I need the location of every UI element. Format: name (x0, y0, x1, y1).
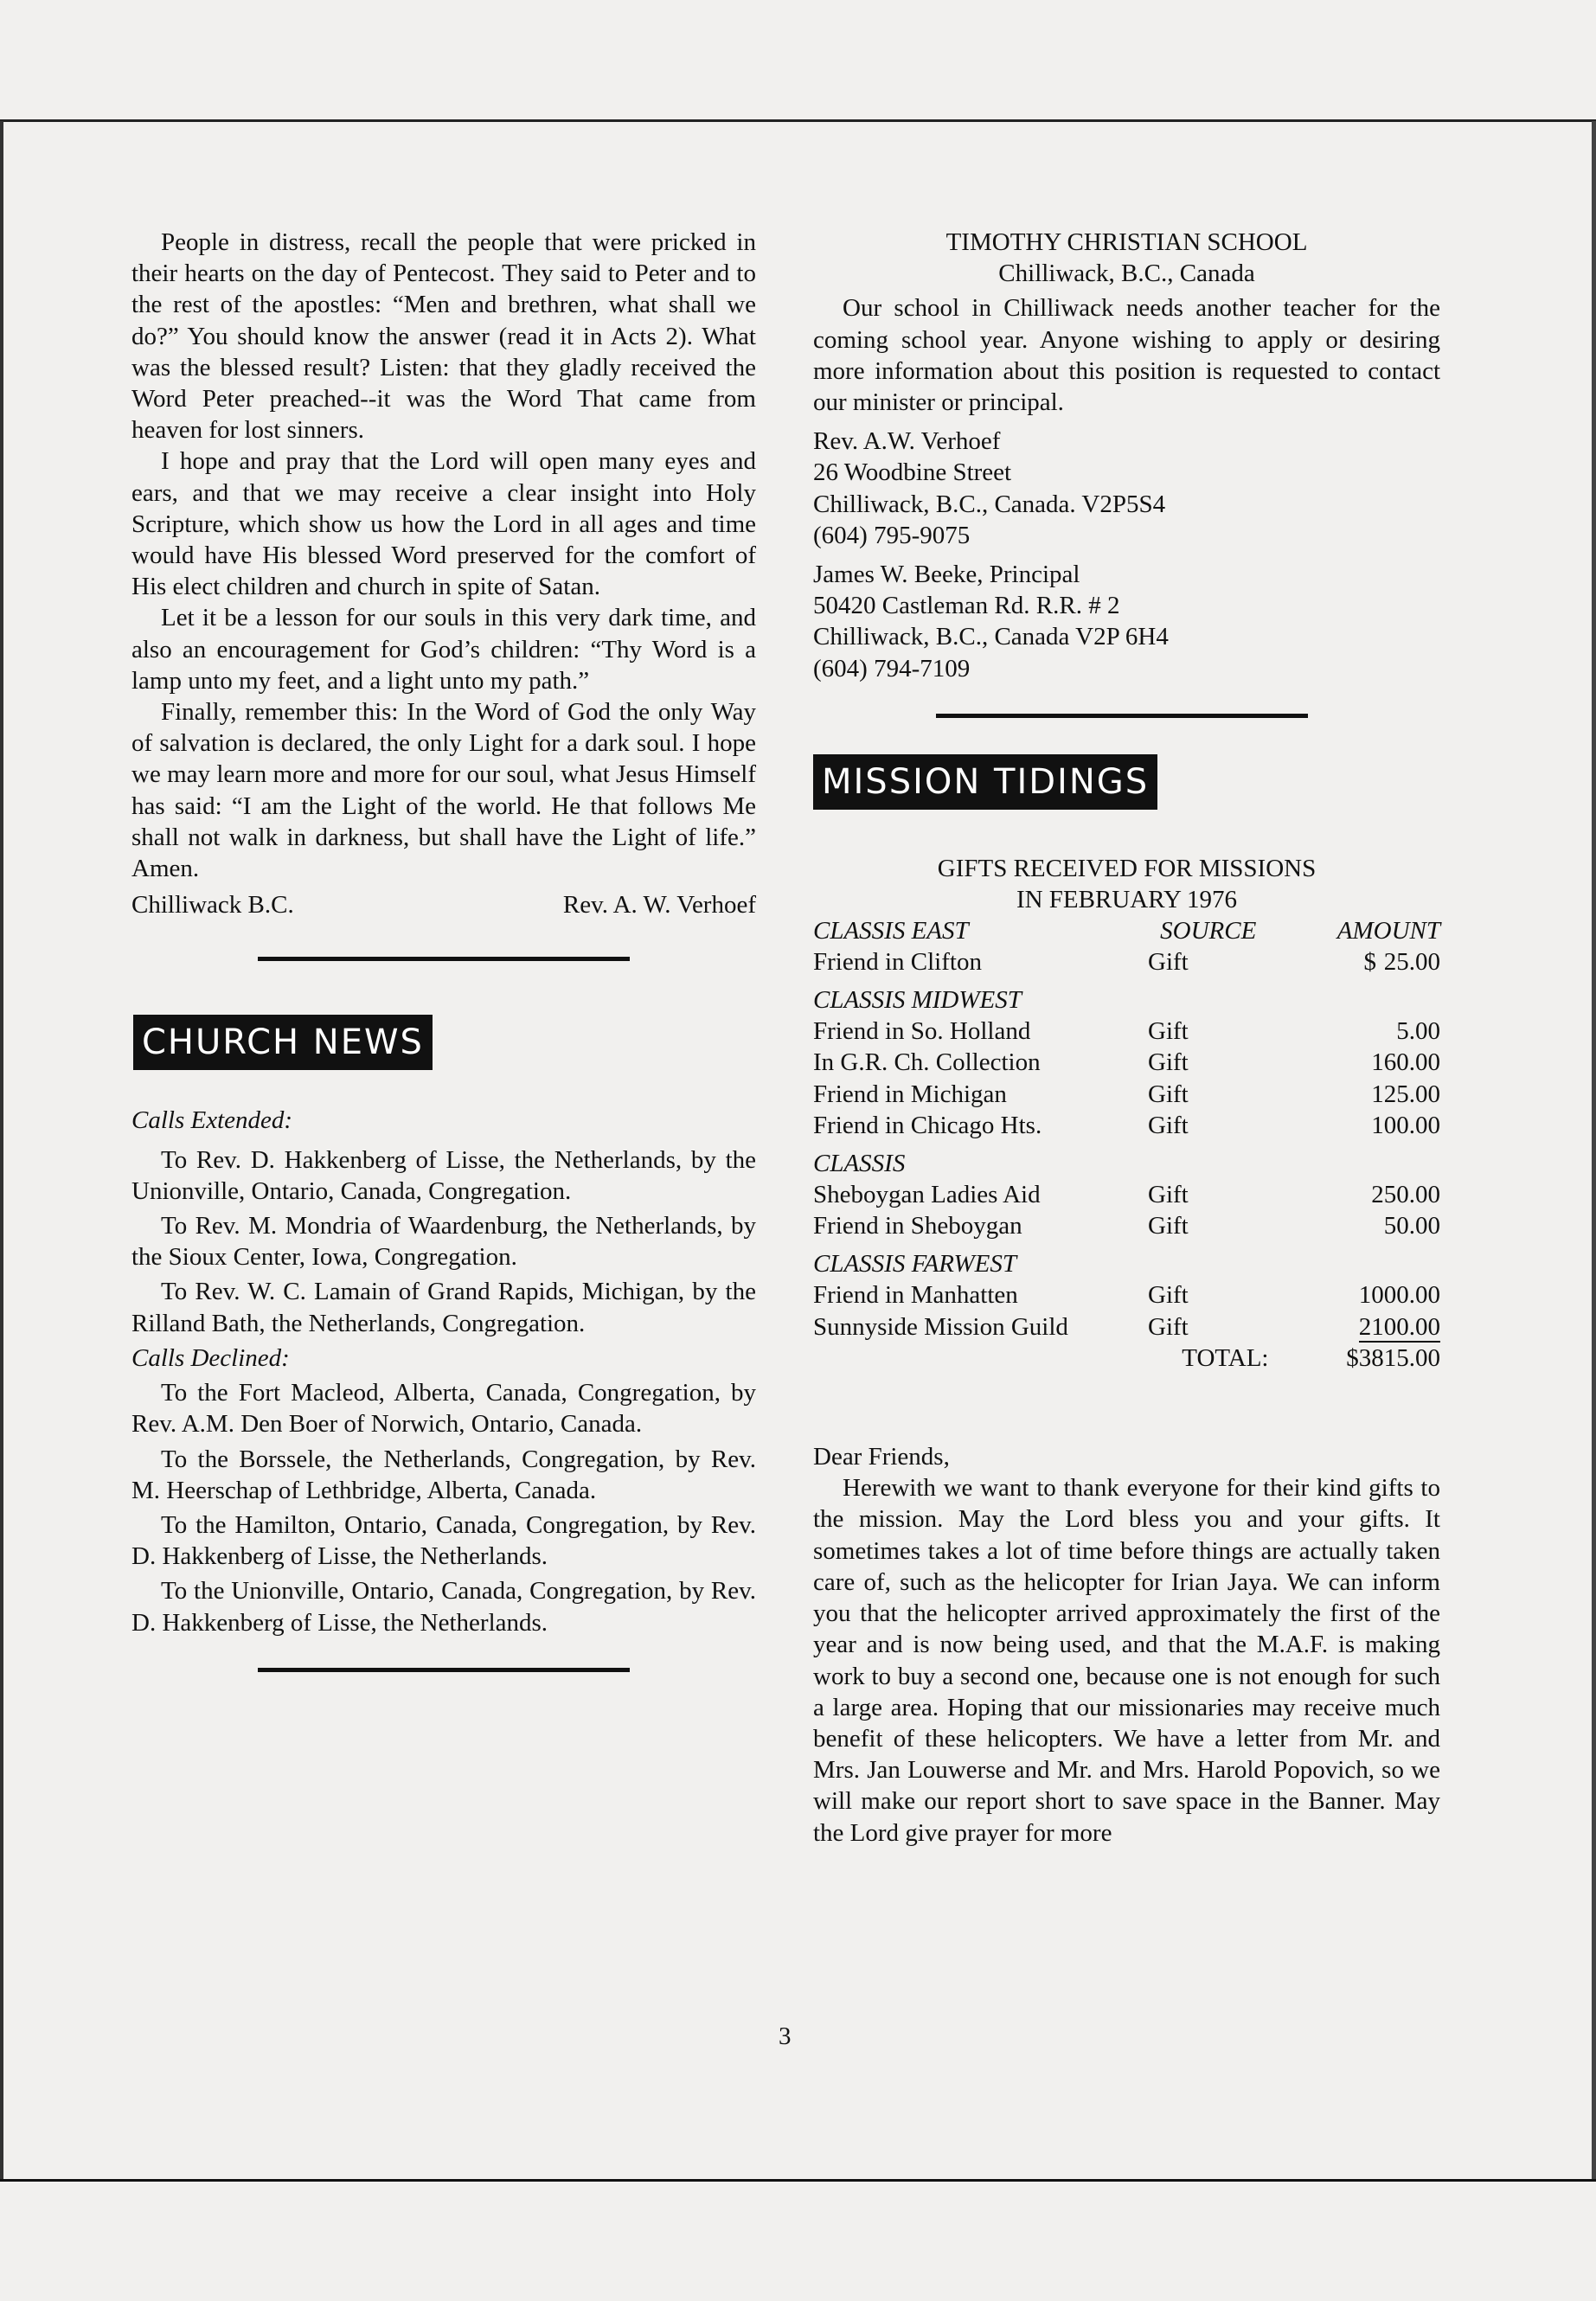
letter-greeting: Dear Friends, (813, 1443, 950, 1471)
table-row: Friend in Sheboygan Gift 50.00 (813, 1212, 1440, 1240)
call-extended-item: To Rev. D. Hakkenberg of Lisse, the Netherlands, by the Unionville, Ontario, Canada, Congregation. (131, 1145, 756, 1205)
sermon-paragraph-3: Let it be a lesson for our souls in this very dark time, and also an encouragement for God’s children: “Thy Word is a lamp unto my feet, and a light unto my path.” (131, 604, 756, 695)
contact-line: (604) 794-7109 (813, 654, 971, 683)
school-body: Our school in Chilliwack needs another teacher for the coming school year. Anyone wishing to apply or desiring more information about this position is requested to contact our minister or principal. (813, 294, 1440, 417)
table-row: In G.R. Ch. Collection Gift 160.00 (813, 1048, 1440, 1077)
sermon-paragraph-1: People in distress, recall the people that were pricked in their hearts on the day of Pentecost. They said to Peter and to the rest of the apostles: “Men and brethren, what shall we do?” You should know the answer (read it in Acts 2). What was the blessed result? Listen: that they gladly received the Word Peter preached--it was the Word That came from heaven for lost sinners. (131, 228, 756, 445)
classis-heading-row: CLASSIS (813, 1149, 906, 1177)
signature-place: Chilliwack B.C. (131, 891, 294, 920)
call-extended-item: To Rev. W. C. Lamain of Grand Rapids, Michigan, by the Rilland Bath, the Netherlands, Congregation. (131, 1278, 756, 1337)
page-border-left (0, 121, 3, 2180)
table-row: Sunnyside Mission Guild Gift 2100.00 (813, 1312, 1440, 1341)
col-amount: AMOUNT (1336, 916, 1440, 945)
gifts-table-header (813, 915, 1440, 946)
church-news-banner: CHURCH NEWS (133, 1015, 433, 1070)
letter-body: Herewith we want to thank everyone for their kind gifts to the mission. May the Lord bless you and your gifts. It sometimes takes a lot of time before things are actually taken care of, such as the helicopter for Irian Jaya. We can inform you that the helicopter arrived approximately the first of the year and is now being used, and that the M.A.F. is making work to buy a second one, because one is not enough for such a large area. Hoping that our missionaries may receive much benefit of these helicopters. We have a letter from Mr. and Mrs. Jan Louwerse and Mr. and Mrs. Harold Popovich, so we will make our report short to save space in the Banner. May the Lord give prayer for more (813, 1474, 1440, 1847)
gifts-heading-line2: IN FEBRUARY 1976 (1016, 885, 1238, 913)
table-row: Friend in Manhatten Gift 1000.00 (813, 1281, 1440, 1310)
call-declined-item: To the Borssele, the Netherlands, Congregation, by Rev. M. Heerschap of Lethbridge, Alberta, Canada. (131, 1445, 756, 1504)
call-declined-item: To the Hamilton, Ontario, Canada, Congregation, by Rev. D. Hakkenberg of Lisse, the Netherlands. (131, 1510, 756, 1571)
classis-heading-row: CLASSIS MIDWEST (813, 986, 1022, 1015)
left-column (131, 227, 756, 1672)
table-row: Friend in Clifton Gift $ 25.00 (813, 946, 1440, 977)
divider-rule (258, 957, 630, 961)
col-source: SOURCE (1160, 916, 1257, 945)
mission-tidings-banner: MISSION TIDINGS (813, 754, 1157, 810)
gifts-heading (813, 853, 1440, 915)
calls-declined-heading: Calls Declined: (131, 1343, 290, 1372)
right-column (813, 227, 1440, 1849)
school-title: TIMOTHY CHRISTIAN SCHOOL (945, 228, 1308, 256)
contact-line: James W. Beeke, Principal (813, 561, 1080, 589)
divider-rule (258, 1668, 630, 1672)
table-row: Friend in So. Holland Gift 5.00 (813, 1017, 1440, 1046)
contact-line: 26 Woodbine Street (813, 458, 1012, 487)
call-extended-item: To Rev. M. Mondria of Waardenburg, the Netherlands, by the Sioux Center, Iowa, Congregation. (131, 1212, 756, 1272)
page-border-top (0, 119, 1596, 122)
gifts-table (813, 915, 1440, 1374)
page-number: 3 (779, 2022, 792, 2050)
calls-extended-heading: Calls Extended: (131, 1106, 293, 1135)
contact-line: Rev. A.W. Verhoef (813, 427, 1001, 456)
page-border-right (1592, 121, 1596, 2180)
sermon-paragraph-4: Finally, remember this: In the Word of God the only Way of salvation is declared, the only Light for a dark soul. I hope we may learn more and more for our soul, what Jesus Himself has said: “I am the Light of the world. He that follows Me shall not walk in darkness, but shall have the Light of life.” Amen. (131, 698, 756, 883)
table-row: Sheboygan Ladies Aid Gift 250.00 (813, 1181, 1440, 1209)
contact-line: 50420 Castleman Rd. R.R. # 2 (813, 592, 1120, 620)
contact-line: Chilliwack, B.C., Canada. V2P5S4 (813, 490, 1166, 518)
contact-line: Chilliwack, B.C., Canada V2P 6H4 (813, 623, 1169, 651)
total-row (813, 1343, 1440, 1374)
call-declined-item: To the Unionville, Ontario, Canada, Congregation, by Rev. D. Hakkenberg of Lisse, the Netherlands. (131, 1577, 756, 1637)
classis-heading-row: CLASSIS FARWEST (813, 1250, 1016, 1279)
call-declined-item: To the Fort Macleod, Alberta, Canada, Congregation, by Rev. A.M. Den Boer of Norwich, Ontario, Canada. (131, 1379, 756, 1439)
total-value: $3815.00 (1346, 1343, 1440, 1372)
divider-rule (936, 714, 1308, 718)
table-row: Friend in Chicago Hts. Gift 100.00 (813, 1111, 1440, 1139)
gifts-heading-line1: GIFTS RECEIVED FOR MISSIONS (937, 854, 1317, 882)
table-row: Friend in Michigan Gift 125.00 (813, 1080, 1440, 1108)
signature-name: Rev. A. W. Verhoef (562, 891, 756, 920)
sermon-paragraph-2: I hope and pray that the Lord will open many eyes and ears, and that we may receive a clear insight into Holy Scripture, which show us how the Lord in all ages and time would have His blessed Word preserved for the comfort of His elect children and church in spite of Satan. (131, 447, 756, 601)
col-classis-east: CLASSIS EAST (813, 916, 969, 945)
signature-line (131, 889, 756, 920)
school-location: Chilliwack, B.C., Canada (998, 260, 1255, 288)
currency-symbol: $ (1363, 948, 1376, 977)
contact-line: (604) 795-9075 (813, 521, 971, 549)
page-border-bottom (0, 2179, 1596, 2182)
total-label: TOTAL: (1182, 1343, 1269, 1372)
